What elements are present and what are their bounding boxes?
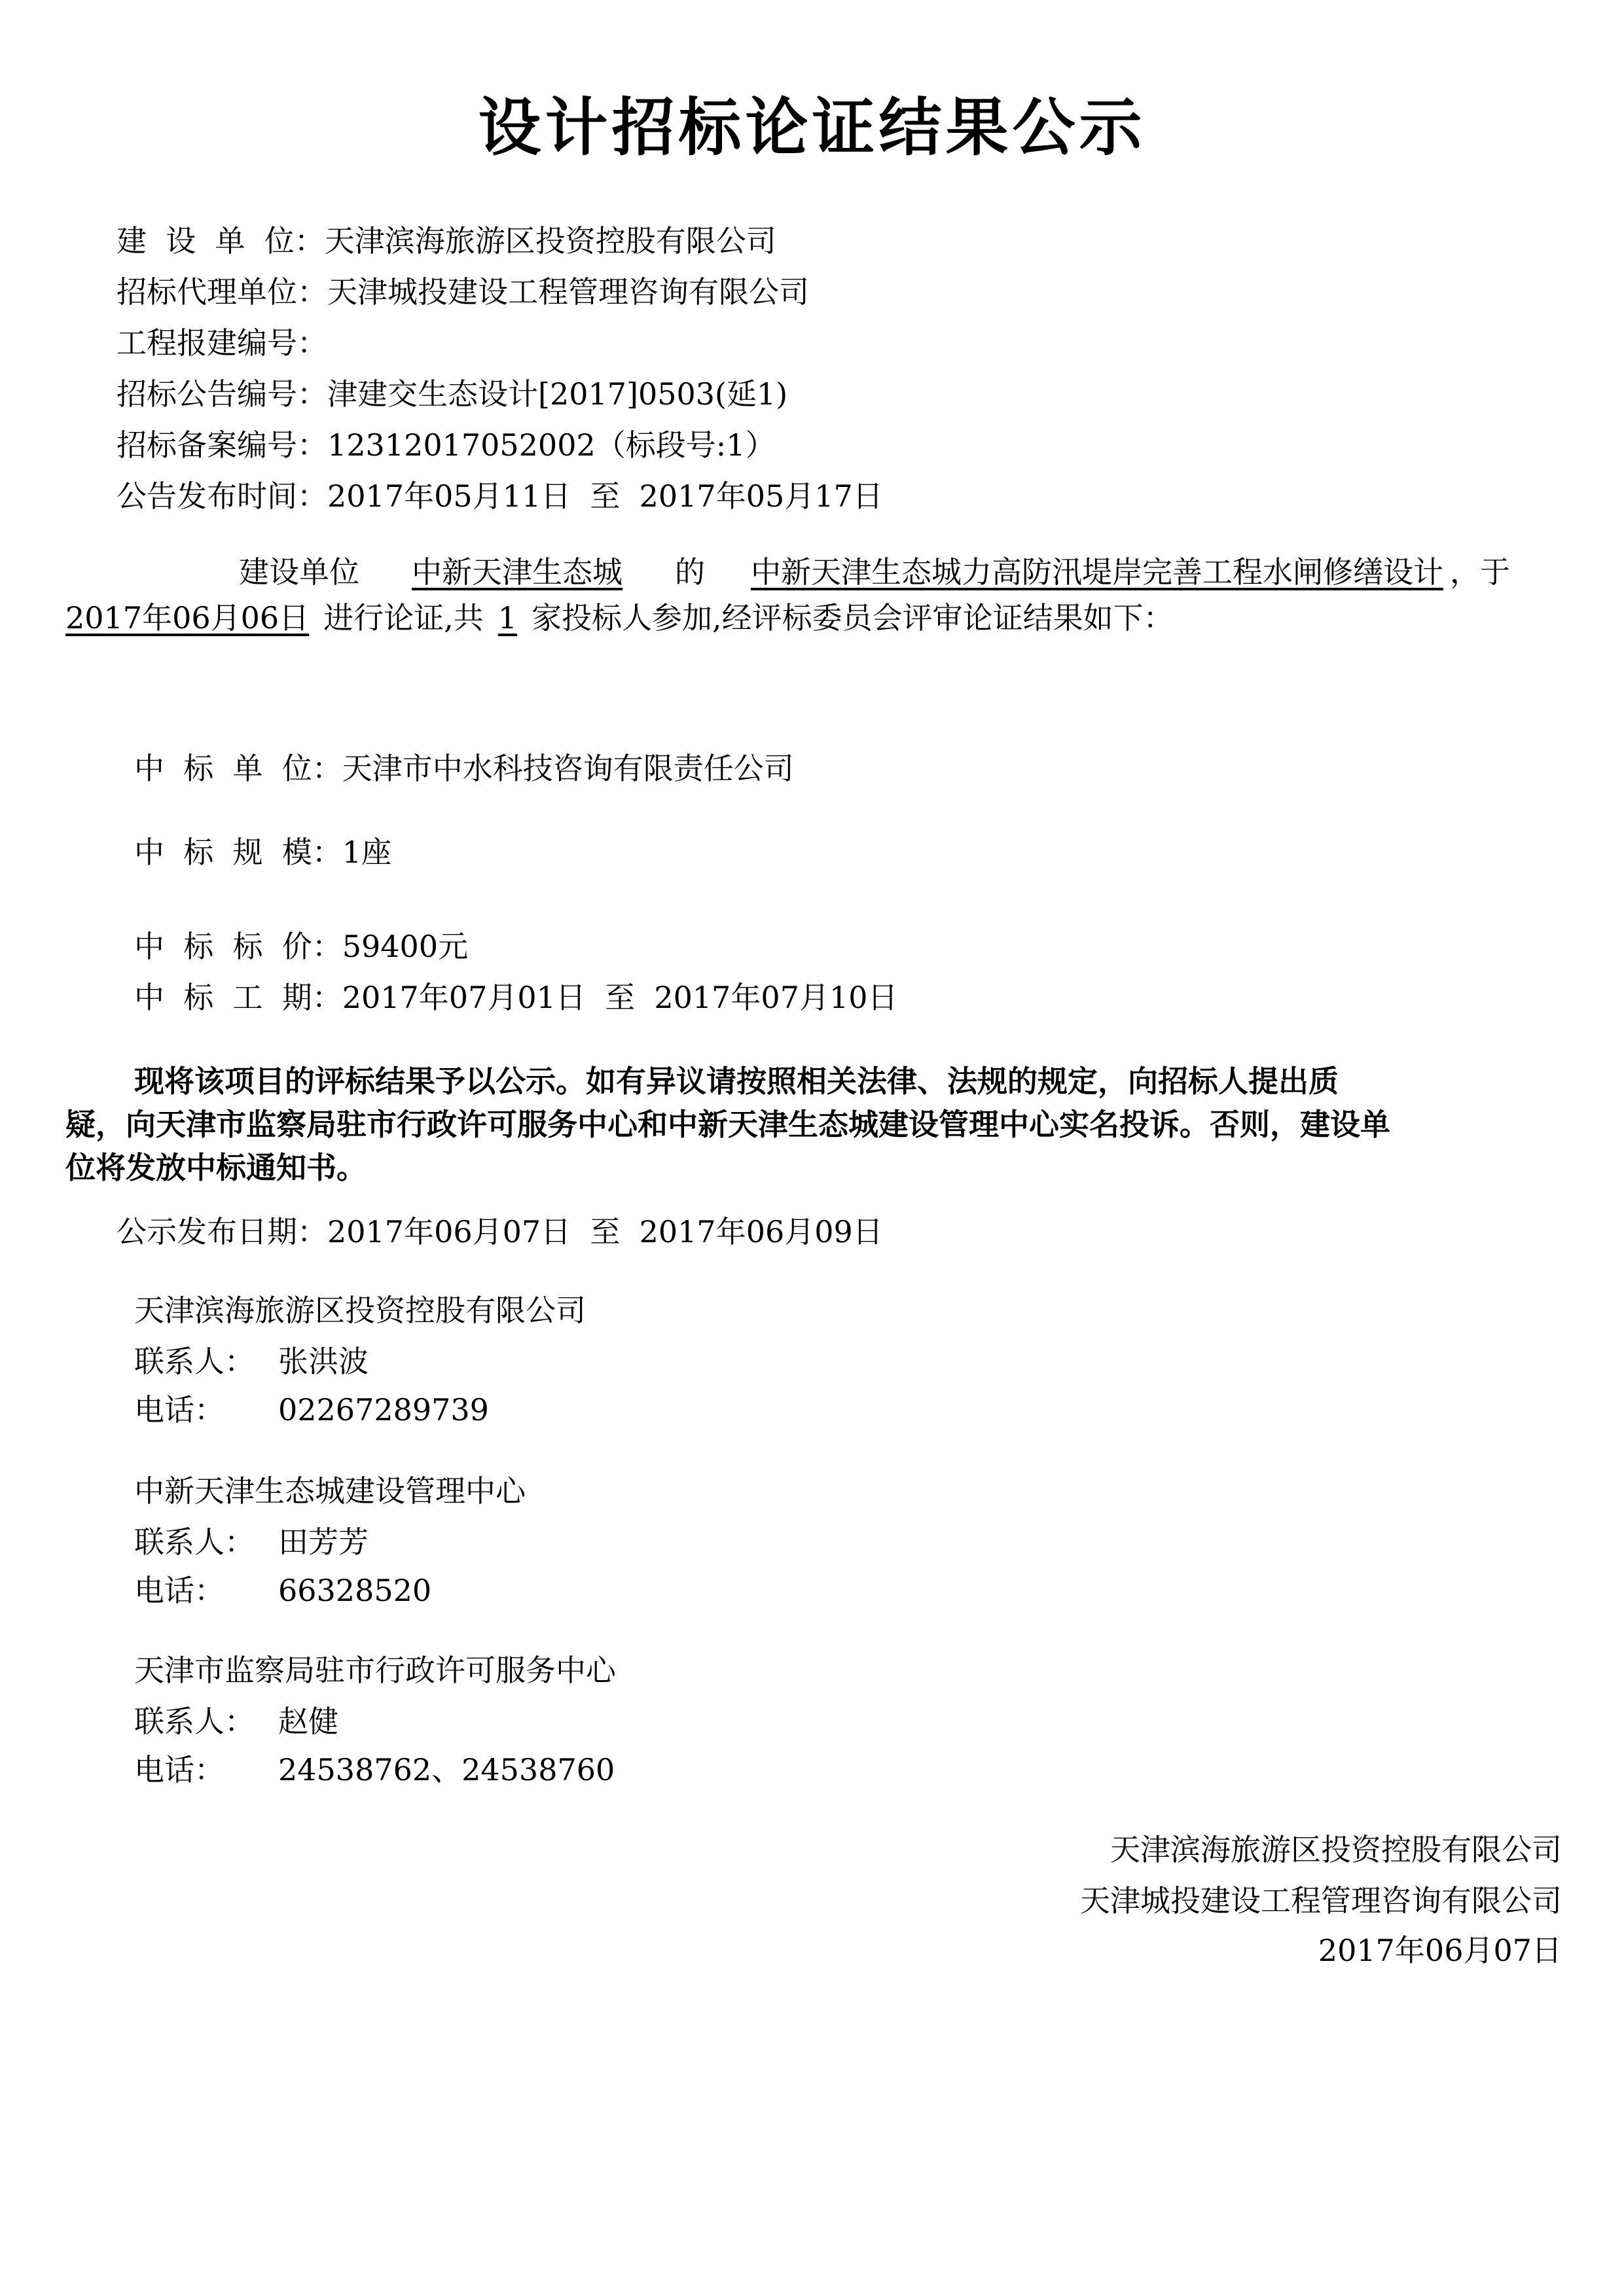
field-project-number [117,325,327,361]
contact-phone [134,1391,489,1428]
contact-person-label: 联系人： [134,1704,255,1739]
field-label: 公示发布日期： [117,1214,327,1249]
field-construction-unit [117,223,776,259]
field-announcement-time [117,478,883,514]
field-label: 工程报建编号： [117,325,327,361]
field-label: 招标代理单位： [117,274,327,310]
result-winner [134,750,794,787]
signature-org-2: 天津城投建设工程管理咨询有限公司 [1080,1883,1562,1918]
result-duration [134,979,898,1016]
contact-phone-label: 电话： [134,1573,225,1608]
field-value: 2017年05月11日 至 2017年05月17日 [327,478,883,514]
contact-phone-label: 电话： [134,1752,225,1787]
field-value: 1座 [342,834,392,870]
field-announcement-number [117,376,787,412]
field-value: 津建交生态设计[2017]0503(延1) [327,376,788,412]
contact-phone [134,1751,615,1788]
field-label: 中 标 规 模： [134,834,342,870]
contact-person-name: 赵健 [278,1704,338,1739]
contact-org: 天津滨海旅游区投资控股有限公司 [134,1293,586,1328]
page-title: 设计招标论证结果公示 [478,91,1146,164]
intro-count: 1 [497,600,518,636]
intro-project: 中新天津生态城力高防汛堤岸完善工程水闸修缮设计 [751,554,1443,590]
field-value: 天津城投建设工程管理咨询有限公司 [327,274,809,310]
contact-person [134,1703,338,1740]
notice-line-1: 现将该项目的评标结果予以公示。如有异议请按照相关法律、法规的规定，向招标人提出质 [134,1064,1339,1099]
intro-prefix: 建设单位 [239,554,359,590]
intro-line-2 [65,600,1174,636]
field-label: 中 标 单 位： [134,751,342,786]
intro-unit: 中新天津生态城 [412,554,623,590]
field-value: 天津滨海旅游区投资控股有限公司 [324,223,776,259]
notice-line-2: 疑，向天津市监察局驻市行政许可服务中心和中新天津生态城建设管理中心实名投诉。否则，建设单 [65,1107,1390,1142]
field-value: 2017年06月07日 至 2017年06月09日 [327,1214,883,1249]
field-value: 12312017052002（标段号:1） [327,427,776,463]
intro-date: 2017年06月06日 [65,600,310,636]
field-filing-number [117,427,776,463]
contact-person [134,1343,369,1380]
contact-person-label: 联系人： [134,1344,255,1379]
contact-person-label: 联系人： [134,1524,255,1560]
intro-suffix: 家投标人参加,经评标委员会评审论证结果如下： [532,600,1174,636]
intro-of: 的 [675,554,705,590]
field-value: 59400元 [342,929,469,964]
contact-phone-label: 电话： [134,1392,225,1427]
contact-phone-number: 66328520 [278,1573,432,1608]
signature-org-1: 天津滨海旅游区投资控股有限公司 [1110,1832,1562,1867]
field-label: 招标备案编号： [117,427,327,463]
intro-comma-yu: ，于 [1450,554,1510,590]
field-label: 中 标 标 价： [134,929,342,964]
contact-person-name: 张洪波 [278,1344,369,1379]
field-label: 中 标 工 期： [134,980,342,1015]
contact-phone-number: 02267289739 [278,1392,489,1427]
result-price [134,928,468,965]
intro-line-1 [239,554,1510,590]
field-value: 2017年07月01日 至 2017年07月10日 [342,980,898,1015]
field-label: 公告发布时间： [117,478,327,514]
publish-date [117,1213,883,1250]
contact-phone-number: 24538762、24538760 [278,1752,615,1787]
field-agency [117,274,809,310]
notice-line-3: 位将发放中标通知书。 [65,1150,367,1185]
field-label: 招标公告编号： [117,376,327,412]
field-value: 天津市中水科技咨询有限责任公司 [342,751,794,786]
field-label: 建 设 单 位： [117,223,325,259]
contact-person-name: 田芳芳 [278,1524,369,1560]
contact-phone [134,1572,431,1609]
contact-org: 天津市监察局驻市行政许可服务中心 [134,1653,616,1688]
contact-person [134,1524,369,1560]
contact-org: 中新天津生态城建设管理中心 [134,1473,526,1509]
intro-mid: 进行论证,共 [323,600,484,636]
signature-date: 2017年06月07日 [1318,1933,1562,1968]
result-scale [134,834,391,870]
